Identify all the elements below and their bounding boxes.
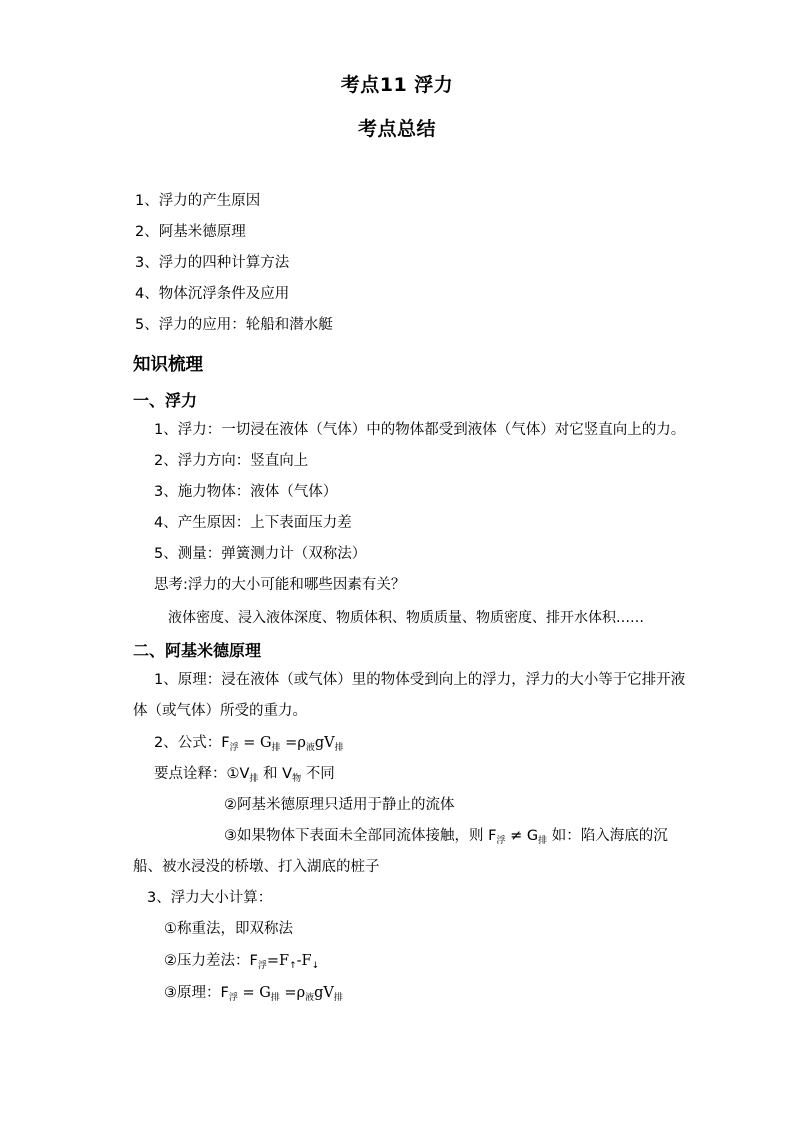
notes-line-4: 船、被水浸没的桥墩、打入湖底的桩子 xyxy=(133,859,380,875)
think-answer: 液体密度、浸入液体深度、物质体积、物质质量、物质密度、排开水体积…… xyxy=(168,610,644,626)
note3-sub-fu: 浮 xyxy=(496,836,506,846)
outline-item-2: 2、阿基米德原理 xyxy=(135,224,246,240)
notes-diff: 不同 xyxy=(301,766,335,782)
outline-item-3: 3、浮力的四种计算方法 xyxy=(135,255,290,271)
note3-c: 如：陷入海底的沉 xyxy=(547,828,668,844)
note3-sub-pai: 排 xyxy=(538,836,548,846)
notes-line-1 xyxy=(154,765,335,783)
section1-item-3: 3、施力物体：液体（气体） xyxy=(154,484,338,500)
m3-b: = G xyxy=(237,985,271,1001)
notes-line-3 xyxy=(224,827,668,845)
notes-and: 和 V xyxy=(258,766,293,782)
section1-item-5: 5、测量：弹簧测力计（双称法） xyxy=(154,546,367,562)
formula-g: gV xyxy=(314,735,335,751)
outline-item-4: 4、物体沉浮条件及应用 xyxy=(135,286,290,302)
formula-eq1: = G xyxy=(238,735,272,751)
m2-a: ②压力差法：F xyxy=(164,953,258,969)
notes-sub-pai: 排 xyxy=(249,774,259,784)
section1-item-4: 4、产生原因：上下表面压力差 xyxy=(154,515,352,531)
formula-eq2: =ρ xyxy=(280,735,306,751)
notes-label: 要点诠释：①V xyxy=(154,766,250,782)
principle-line-2: 体（或气体）所受的重力。 xyxy=(133,703,307,719)
note3-a: ③如果物体下表面未全部同流体接触，则 F xyxy=(224,828,497,844)
formula-sub-pai: 排 xyxy=(271,743,281,753)
m2-sub-down: ↓ xyxy=(311,961,320,971)
formula-sub-ye: 液 xyxy=(305,743,315,753)
outline-item-5: 5、浮力的应用：轮船和潜水艇 xyxy=(135,317,333,333)
document-title: 考点11 浮力 xyxy=(340,74,454,96)
calc-method-1: ①称重法，即双称法 xyxy=(164,921,293,937)
section1-heading: 一、浮力 xyxy=(133,391,198,410)
knowledge-heading: 知识梳理 xyxy=(133,355,203,375)
notes-line-2: ②阿基米德原理只适用于静止的流体 xyxy=(224,797,455,813)
formula-sub-fu: 浮 xyxy=(229,743,239,753)
notes-sub-wu: 物 xyxy=(292,774,302,784)
m3-sub-fu: 浮 xyxy=(228,993,238,1003)
m3-a: ③原理：F xyxy=(164,985,229,1001)
principle-line-1: 1、原理：浸在液体（或气体）里的物体受到向上的浮力，浮力的大小等于它排开液 xyxy=(154,672,686,688)
calc-method-3 xyxy=(164,984,343,1002)
m3-d: gV xyxy=(314,985,334,1001)
m2-b: =F xyxy=(266,953,290,969)
note3-b: ≠ G xyxy=(505,828,539,844)
m3-sub-pai: 排 xyxy=(270,993,280,1003)
section1-item-1: 1、浮力：一切浸在液体（气体）中的物体都受到液体（气体）对它竖直向上的力。 xyxy=(154,422,686,438)
m3-sub-ye: 液 xyxy=(305,993,315,1003)
m2-sub-fu: 浮 xyxy=(257,961,267,971)
formula-prefix: 2、公式：F xyxy=(154,735,230,751)
think-question: 思考:浮力的大小可能和哪些因素有关？ xyxy=(154,577,406,593)
m2-sub-up: ↑ xyxy=(289,961,297,971)
formula-sub-pai2: 排 xyxy=(334,743,344,753)
section2-heading: 二、阿基米德原理 xyxy=(133,641,262,660)
formula-line xyxy=(154,734,344,752)
m2-c: -F xyxy=(296,953,312,969)
section1-item-2: 2、浮力方向：竖直向上 xyxy=(154,453,309,469)
m3-c: =ρ xyxy=(279,985,306,1001)
outline-item-1: 1、浮力的产生原因 xyxy=(135,193,261,209)
calc-method-2 xyxy=(164,952,319,970)
m3-sub-pai2: 排 xyxy=(333,993,343,1003)
calc-title: 3、浮力大小计算： xyxy=(147,890,273,906)
document-subtitle: 考点总结 xyxy=(357,118,436,140)
